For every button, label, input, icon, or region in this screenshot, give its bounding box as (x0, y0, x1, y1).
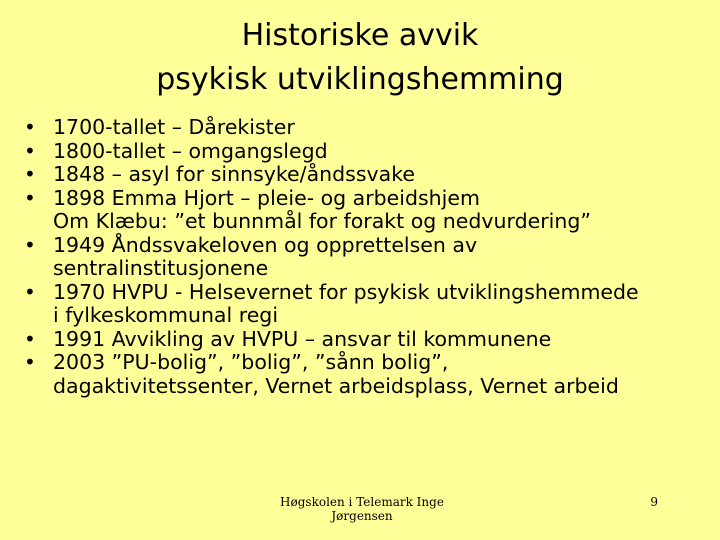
bullet-item-2003 (24, 351, 714, 398)
bullet-dot-icon: • (24, 350, 36, 374)
bullet-item-1898 (24, 187, 714, 234)
bullet-item-1700 (24, 116, 714, 140)
bullet-text: 1970 HVPU - Helsevernet for psykisk utviklingshemmede i fylkeskommunal regi (53, 279, 639, 327)
bullet-text: 2003 ”PU-bolig”, ”bolig”, ”sånn bolig”, dagaktivitetssenter, Vernet arbeidsplass, Vernet arbeid (53, 350, 619, 398)
bullet-item-1949 (24, 234, 714, 281)
bullet-dot-icon: • (24, 232, 36, 257)
bullet-text: 1848 – asyl for sinnsyke/åndssvake (53, 162, 415, 186)
bullet-text: 1800-tallet – omgangslegd (53, 138, 328, 163)
bullet-item-1991 (24, 328, 714, 352)
bullet-text: 1700-tallet – Dårekister (53, 115, 295, 139)
title-line-2: psykisk utviklingshemming (156, 62, 564, 97)
bullet-dot-icon: • (24, 185, 36, 210)
bullet-item-1800 (24, 140, 714, 164)
bullet-dot-icon: • (24, 326, 36, 351)
bullet-text: 1898 Emma Hjort – pleie- og arbeidshjem Om Klæbu: ”et bunnmål for forakt og nedvurdering” (53, 185, 591, 233)
page-number: 9 (650, 495, 658, 509)
bullet-dot-icon: • (24, 138, 36, 163)
slide-title (0, 14, 720, 102)
title-line-1: Historiske avvik (241, 18, 479, 53)
bullet-text: 1991 Avvikling av HVPU – ansvar til kommunene (53, 326, 552, 351)
bullet-text: 1949 Åndssvakeloven og opprettelsen av sentralinstitusjonene (53, 232, 478, 280)
bullet-dot-icon: • (24, 279, 36, 304)
bullet-item-1848 (24, 163, 714, 187)
bullet-dot-icon: • (24, 162, 36, 186)
bullet-item-1970 (24, 281, 714, 328)
bullet-list (24, 116, 714, 398)
footer-text: Høgskolen i Telemark Inge Jørgensen (280, 495, 444, 523)
bullet-dot-icon: • (24, 115, 36, 139)
